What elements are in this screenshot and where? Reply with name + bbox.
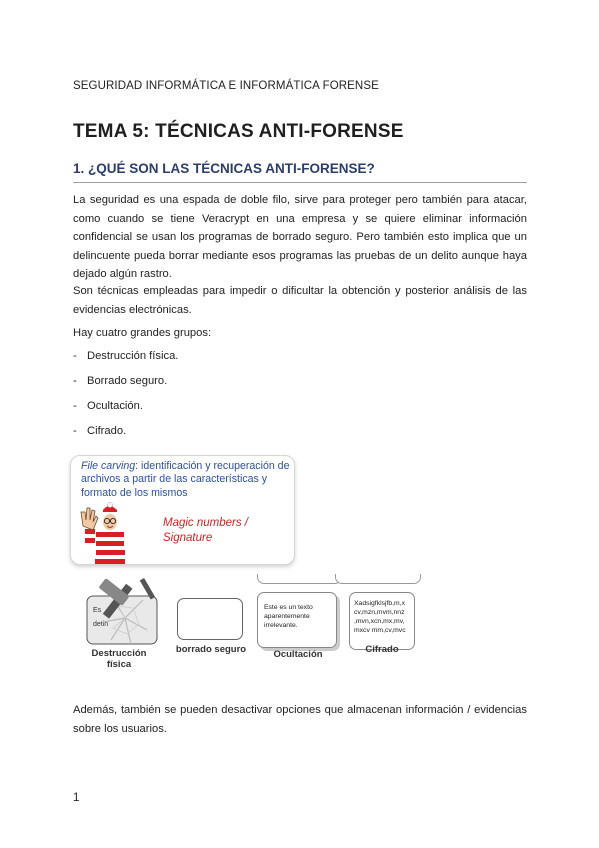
paragraph-definition: Son técnicas empleadas para impedir o dificultar la obtención y posterior análisis de las evidencias electrónicas. [73, 285, 527, 316]
list-item-text: Ocultación. [87, 400, 143, 412]
destruction-hammer-image [73, 578, 165, 648]
magic-numbers-label: Magic numbers / Signature [163, 517, 249, 544]
file-carving-figure [70, 455, 295, 565]
hidden-text: Este es un texto aparentemente irrelevante. [264, 604, 313, 629]
label-cifrado: Cifrado [365, 644, 399, 655]
list-item-text: Cifrado. [87, 425, 127, 437]
list-item: - Ocultación. [73, 400, 143, 412]
page-title: TEMA 5: TÉCNICAS ANTI-FORENSE [73, 121, 404, 142]
list-item-text: Destrucción física. [87, 350, 179, 362]
svg-text:detin: detin [93, 621, 109, 628]
list-item-text: Borrado seguro. [87, 375, 168, 387]
waldo-illustration [77, 502, 135, 564]
svg-text:Es: Es [93, 607, 102, 614]
file-carving-term: File carving [81, 460, 136, 472]
section-heading: 1. ¿QUÉ SON LAS TÉCNICAS ANTI-FORENSE? [73, 161, 375, 176]
card-edge-decoration [257, 574, 342, 584]
file-carving-text [81, 460, 291, 500]
paragraph-groups: Hay cuatro grandes grupos: [73, 327, 212, 339]
document-header: SEGURIDAD INFORMÁTICA E INFORMÁTICA FORENSE [73, 80, 379, 92]
blank-card-image [177, 598, 243, 640]
label-destruccion: Destrucción física [91, 648, 147, 670]
list-item: - Destrucción física. [73, 350, 179, 362]
paragraph-additional: Además, también se pueden desactivar opciones que almacenan información / evidencias sobre los usuarios. [73, 704, 527, 735]
list-item: - Cifrado. [73, 425, 127, 437]
section-divider [73, 182, 527, 183]
cipher-text-card [349, 592, 415, 650]
file-carving-definition: : identificación y recuperación de archivos a partir de las características y formato de los mismos [81, 460, 290, 499]
cipher-text: Xadsigfklsjfb,m,x cv,mzn,mvm,nnz ,mvn,xcn,mx,mv, mxcv mm,cv,mvc [354, 600, 406, 634]
label-borrado: borrado seguro [175, 644, 247, 655]
paragraph-intro: La seguridad es una espada de doble filo, sirve para proteger pero también para atacar, como cuando se tiene Veracrypt en una empresa y se quiere eliminar información confidencial se usan los programas de borrado seguro. Pero también esto implica que un delincuente pueda borrar mediante esos programas las pruebas de un delito aunque haya dejado algún rastro. [73, 194, 527, 281]
list-item: - Borrado seguro. [73, 375, 168, 387]
techniques-figure [73, 578, 423, 670]
label-ocultacion: Ocultación [273, 649, 323, 660]
page-number: 1 [73, 792, 80, 804]
card-edge-decoration [335, 574, 421, 584]
hidden-text-card [257, 592, 337, 648]
